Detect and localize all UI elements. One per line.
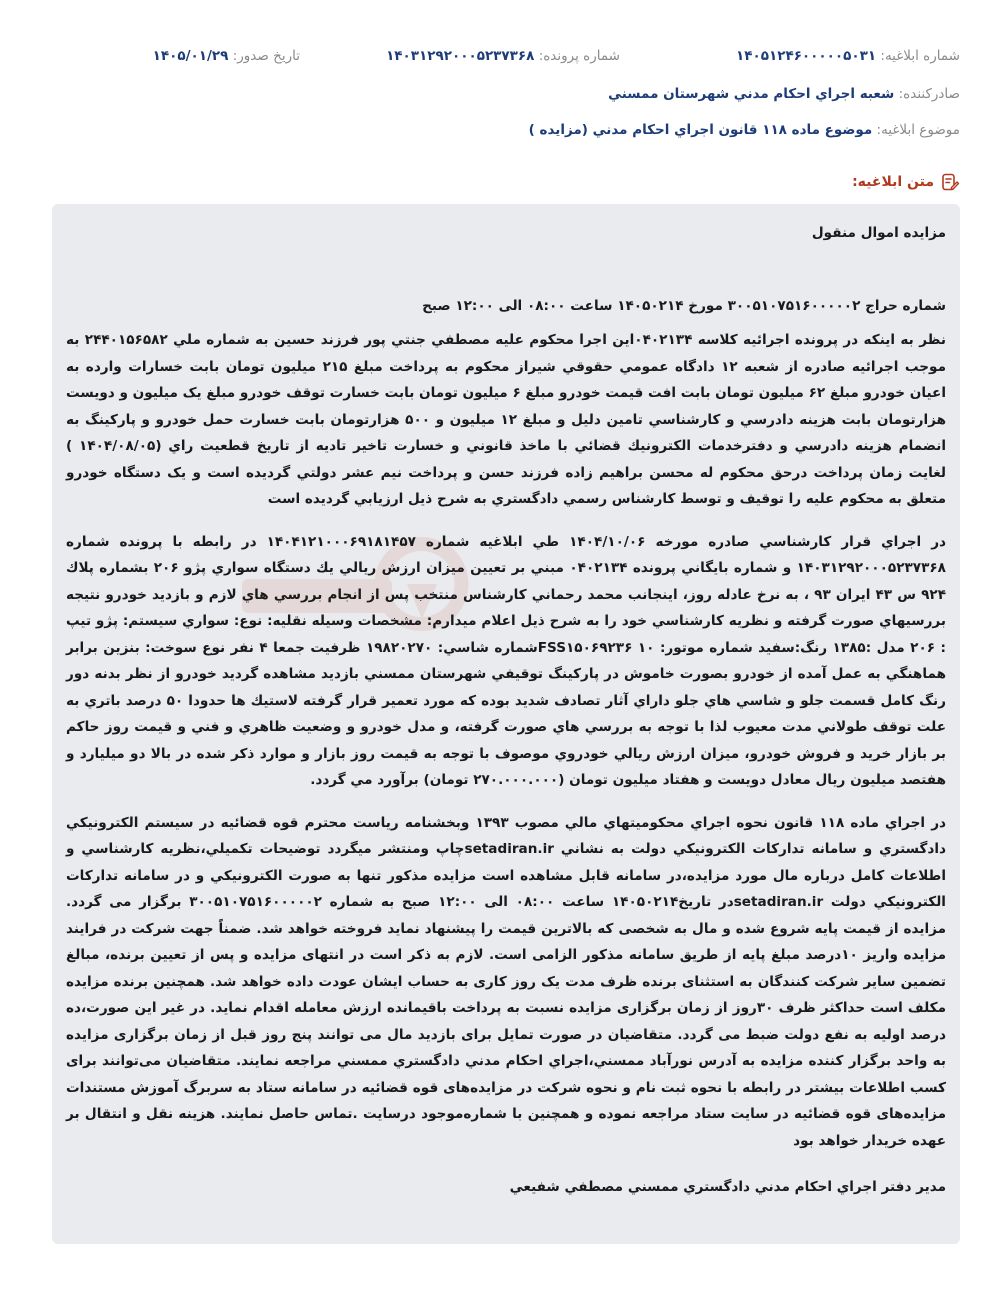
notice-text-heading-label: متن ابلاغیه:: [852, 174, 934, 190]
document-edit-icon: [940, 172, 960, 192]
notice-text-heading: [852, 172, 960, 192]
notice-body: [52, 204, 960, 1244]
issuer-value: شعبه اجراي احكام مدني شهرستان ممسني: [608, 86, 895, 102]
notice-number-value: ۱۴۰۵۱۲۴۶۰۰۰۰۰۵۰۳۱: [736, 48, 877, 64]
signature-line: مدير دفتر اجراي احكام مدني دادگستري ممسني مصطفي شفيعي: [509, 1179, 946, 1195]
issuer-label: صادرکننده:: [898, 86, 960, 102]
intro-paragraph: نظر به اينكه در پرونده اجرائيه كلاسه ۰۴۰۲۱۳۴اين اجرا محكوم عليه مصطفي جنتي پور فرزند حسين به شماره ملي ۲۴۴۰۱۵۶۵۸۲ به موجب اجرائيه صادره از شعبه ۱۲ دادگاه عمومي حقوقي شيراز محكوم به پرداخت مبلغ ۲۱۵ ميليون تومان بابت خسارات وارده به اعيان خودرو مبلغ ۶۲ ميليون تومان بابت افت قيمت خودرو مبلغ ۶ ميليون تومان بابت خسارت توقف خودرو مبلغ يک ميليون و دويست هزارتومان بابت هزينه دادرسي و كارشناسي تامين دليل و مبلغ ۱۲ ميليون و ۵۰۰ هزارتومان بابت خسارت حمل خودرو و پاركينگ به انضمام هزينه دادرسي و دفترخدمات الكترونيك قضائي با ماخذ قانوني و خسارت تاخير تاديه از تاريخ قطعيت راي (۱۴۰۴/۰۸/۰۵ ) لغايت زمان پرداخت درحق محكوم له محسن براهيم زاده فرزند حسن و پرداخت نيم عشر دولتي گرديده است و يک دستگاه خودرو متعلق به محكوم عليه را توقيف و توسط كارشناس رسمي دادگستري به شرح ذيل ارزيابي گرديده است: [66, 332, 946, 507]
issue-date-label: تاریخ صدور:: [232, 48, 300, 64]
issue-date: [153, 48, 300, 64]
subject-row: [40, 122, 960, 138]
legal-terms-paragraph: در اجراي ماده ۱۱۸ قانون نحوه اجراي محكوميتهاي مالي مصوب ۱۳۹۳ وبخشنامه رياست محترم قوه قضائيه در سيستم الكترونيكي دادگستري و سامانه تداركات الكترونيكي دولت به نشاني setadiran.irچاپ ومنتشر ميگردد توضيحات تكميلي،نظريه كارشناسي و اطلاعات كامل درباره مال مورد مزايده،در سامانه قابل مشاهده است مزايده مذكور تنها به صورت الكترونيكي و در سامانه تداركات الكترونيكي دولت setadiran.irدر تاريخ۱۴۰۵۰۲۱۴ ساعت ۰۸:۰۰ الی ۱۲:۰۰ صبح به شماره ۳۰۰۵۱۰۷۵۱۶۰۰۰۰۰۲ برگزار می گردد. مزايده از قيمت پايه شروع شده و مال به شخصی كه بالاترين قيمت را پيشنهاد نمايد فروخته خواهد شد. ضمناً جهت شركت در فرايند مزايده واريز ۱۰درصد مبلغ پايه از طريق سامانه مذكور الزامی است. لازم به ذكر است در انتهای مزايده و پس از تعيين برنده، مبالغ تضمين ساير شركت كنندگان به استثنای برنده ظرف مدت يک روز كاری به حساب ايشان عودت داده خواهد شد. همچنين برنده مزايده مكلف است حداكثر ظرف ۳۰روز از زمان برگزاری مزايده نسبت به پرداخت باقيمانده ارزش معامله اقدام نمايد. در غير اين صورت،ده درصد اوليه به نفع دولت ضبط می گردد. متقاضيان در صورت تمايل برای بازديد مال می توانند پنج روز قبل از زمان برگزاری مزايده به واحد برگزار كننده مزايده به آدرس نورآباد ممسني،اجراي احكام مدني دادگستري ممسني مراجعه نمايند. متقاضيان می‌توانند برای كسب اطلاعات بيشتر در رابطه با نحوه ثبت نام و نحوه شركت در مزايده‌های قوه قضائيه در سامانه ستاد به سربرگ آموزش مستندات مزايده‌های قوه قضائيه در سايت ستاد مراجعه نموده و همچنين با شماره‌موجود درسايت .تماس حاصل نمايند. هزينه نقل و انتقال بر عهده خريدار خواهد بود: [66, 814, 946, 1149]
subject-value: موضوع ماده ۱۱۸ قانون اجراي احكام مدني (مزايده ): [528, 122, 873, 138]
auction-number-line: شماره حراج ۳۰۰۵۱۰۷۵۱۶۰۰۰۰۰۲ مورخ ۱۴۰۵۰۲۱۴ ساعت ۰۸:۰۰ الی ۱۲:۰۰ صبح: [422, 297, 946, 314]
expert-report-paragraph: در اجراي قرار كارشناسي صادره مورخه ۱۴۰۴/۱۰/۰۶ طي ابلاغيه شماره ۱۴۰۴۱۲۱۰۰۰۶۹۱۸۱۴۵۷ در رابطه با پرونده شماره ۱۴۰۳۱۲۹۲۰۰۰۵۲۳۷۳۶۸ و شماره بايگاني پرونده ۰۴۰۲۱۳۴ مبني بر تعيين ميزان ارزش ريالي يك دستگاه سواري پژو ۲۰۶ بشماره پلاك ۹۲۴ س ۴۳ ايران ۹۳ ، به نرخ عادله روز، اينجانب محمد رحماني كارشناس منتخب پس از انجام بررسي هاي لازم و بازديد خودرو نتيجه بررسيهاي صورت گرفته و نظريه كارشناسي خود را به شرح ذيل اعلام ميدارم: مشخصات وسيله نقليه: نوع: سواري سيستم: پژو تيپ : ۲۰۶ مدل :۱۳۸۵ رنگ:سفيد شماره موتور: ۱۰ FSS۱۵۰۶۹۲۳۶شماره شاسي: ۱۹۸۲۰۲۷۰ ظرفيت جمعا ۴ نفر نوع سوخت: بنزين برابر هماهنگي به عمل آمده از خودرو بصورت خاموش در پاركينگ توقيفي شهرستان ممسني بازديد مشاهده گرديد خودرو از نظر بدنه دور رنگ كامل قسمت جلو و شاسي هاي جلو داراي آثار تصادف شديد بوده كه مورد تعمير قرار گرفته لاستيك ها حدودا ۵۰ درصد باتري به علت توقف طولاني مدت معيوب لذا با توجه به بررسي هاي صورت گرفته، و مدل خودرو و وضعيت ظاهري و فني و قيمت روز حاكم بر بازار خريد و فروش خودرو، ميزان ارزش ريالي خودروي موصوف با توجه به قيمت روز بازار و موارد ذكر شده در بالا دو ميليارد و هفتصد ميليون ريال معادل دويست و هفتاد ميليون تومان (۲۷۰.۰۰۰.۰۰۰ تومان) برآورد مي گردد.: [66, 533, 947, 788]
notice-number: [736, 48, 960, 64]
body-title: مزايده اموال منقول: [811, 225, 946, 241]
case-number-label: شماره پرونده:: [538, 48, 620, 64]
subject-label: موضوع ابلاغیه:: [876, 122, 960, 138]
case-number: [386, 48, 620, 64]
issue-date-value: ۱۴۰۵/۰۱/۲۹: [152, 48, 229, 64]
issuer-row: [40, 86, 960, 102]
case-number-value: ۱۴۰۳۱۲۹۲۰۰۰۵۲۳۷۳۶۸: [386, 48, 535, 64]
notice-number-label: شماره ابلاغیه:: [880, 48, 960, 64]
